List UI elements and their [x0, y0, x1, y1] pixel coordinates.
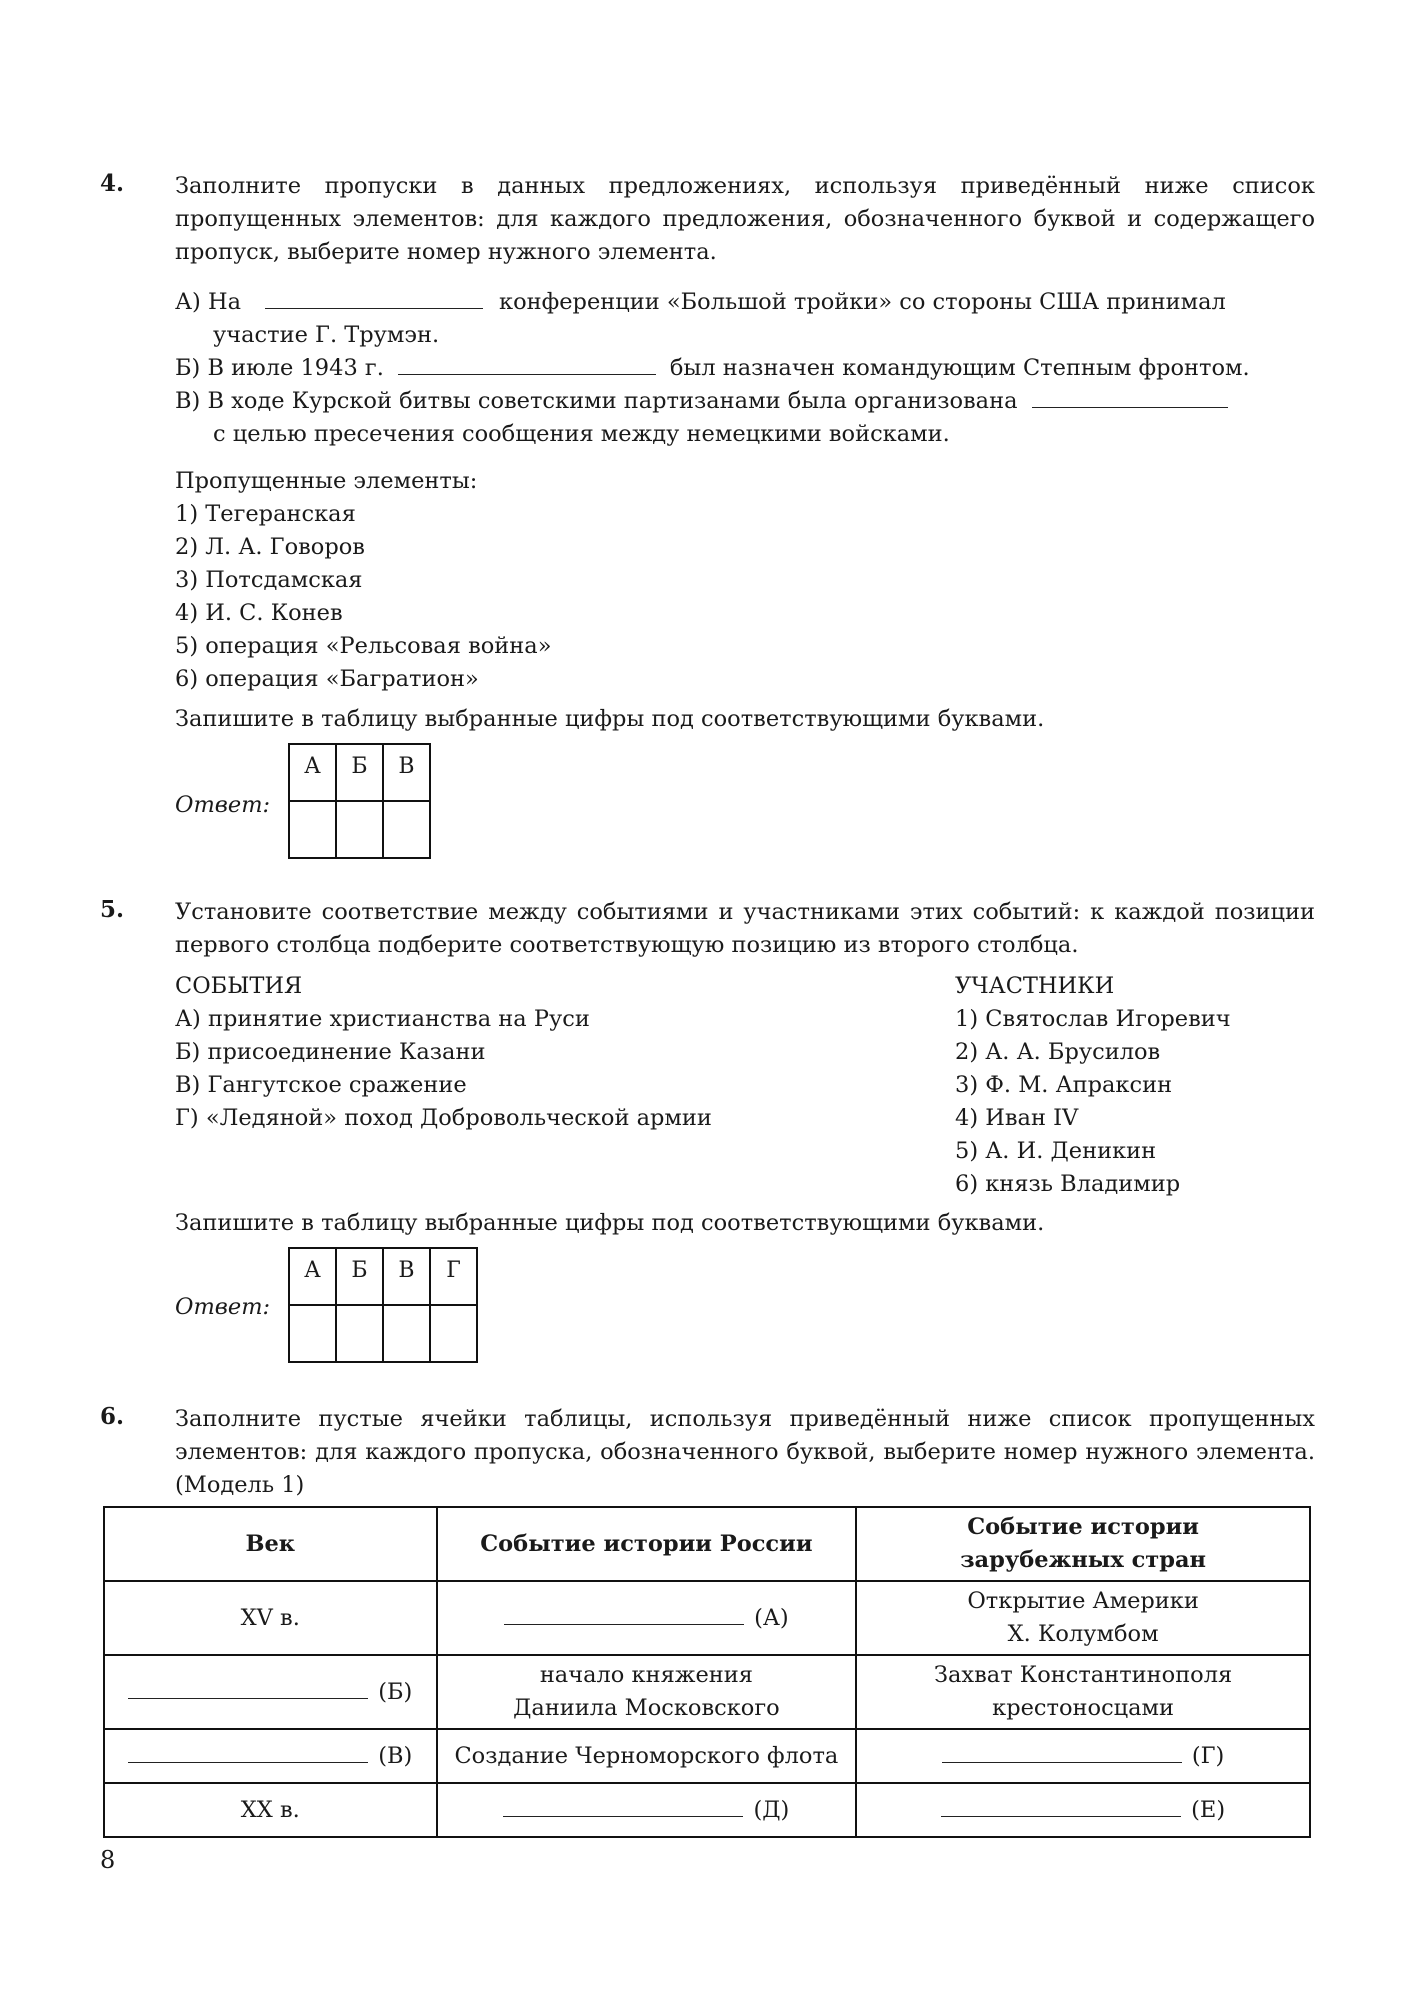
page-number: 8 [100, 1846, 116, 1874]
q4-c-continuation: с целью пресечения сообщения между немецкими войсками. [213, 421, 950, 447]
q4-a-prefix: А) На [175, 289, 242, 315]
q4-answer-letter: А [289, 744, 336, 801]
q6-cell-blank[interactable] [856, 1783, 1310, 1837]
q6-text-line: Захват Константинополя [933, 1662, 1233, 1688]
question-6-number: 6. [100, 1403, 125, 1430]
q5-participants-title: УЧАСТНИКИ [955, 973, 1115, 999]
q5-answer-cell[interactable] [289, 1305, 336, 1362]
q6-mark: (В) [378, 1742, 413, 1769]
q6-blank-line [503, 1815, 743, 1817]
q6-cell [437, 1655, 857, 1729]
q5-participant: 1) Святослав Игоревич [955, 1006, 1231, 1032]
q4-c-blank [1032, 406, 1228, 408]
q6-blank-line [128, 1697, 368, 1699]
q6-text-line: Открытие Америки [967, 1588, 1199, 1614]
question-6-intro: Заполните пустые ячейки таблицы, используя приведённый ниже список пропущенных элементов: для каждого пропуска, обозначенного буквой, выберите номер нужного элемента. (Модель 1) [175, 1406, 1315, 1498]
q5-answer-letter: В [383, 1248, 430, 1305]
q6-cell: XV в. [104, 1581, 437, 1655]
q4-answer-letter: В [383, 744, 430, 801]
q4-a-blank [265, 307, 483, 309]
q6-header-russia: Событие истории России [437, 1507, 857, 1581]
q4-a-text: конференции «Большой тройки» со стороны США принимал [499, 289, 1226, 315]
q4-sentence-a [175, 286, 1226, 319]
q4-sentence-c [175, 385, 1234, 418]
q6-cell-blank[interactable] [856, 1729, 1310, 1783]
q6-mark: (Г) [1191, 1742, 1225, 1769]
q6-cell: Создание Черноморского флота [437, 1729, 857, 1783]
q5-events-title: СОБЫТИЯ [175, 973, 303, 999]
q4-a-continuation: участие Г. Трумэн. [213, 322, 440, 348]
q5-instruction: Запишите в таблицу выбранные цифры под соответствующими буквами. [175, 1210, 1045, 1236]
q5-participant: 4) Иван IV [955, 1105, 1079, 1131]
q4-sentence-b [175, 352, 1250, 385]
q6-table [103, 1506, 1311, 1838]
q6-cell [856, 1581, 1310, 1655]
q4-answer-label: Ответ: [175, 792, 271, 818]
q4-item: 2) Л. А. Говоров [175, 534, 365, 560]
q5-participant: 6) князь Владимир [955, 1171, 1181, 1197]
q5-answer-letter: Г [430, 1248, 477, 1305]
table-row [104, 1729, 1310, 1783]
q5-participant: 2) А. А. Брусилов [955, 1039, 1161, 1065]
table-row [104, 1581, 1310, 1655]
q6-header-century: Век [104, 1507, 437, 1581]
q5-answer-cell[interactable] [336, 1305, 383, 1362]
question-5-intro: Установите соответствие между событиями и участниками этих событий: к каждой позиции первого столбца подберите соответствующую позицию из второго столбца. [175, 899, 1315, 958]
q6-text-line: Даниила Московского [513, 1695, 780, 1721]
table-row [104, 1783, 1310, 1837]
q6-blank-line [941, 1815, 1181, 1817]
q5-answer-table [288, 1247, 478, 1363]
q4-answer-letter: Б [336, 744, 383, 801]
q4-item: 3) Потсдамская [175, 567, 363, 593]
q6-text-line: Х. Колумбом [1007, 1621, 1159, 1647]
table-row [104, 1655, 1310, 1729]
q6-cell-blank[interactable] [437, 1581, 857, 1655]
q4-c-text: В) В ходе Курской битвы советскими партизанами была организована [175, 388, 1018, 414]
q5-answer-cell[interactable] [383, 1305, 430, 1362]
q5-event: Б) присоединение Казани [175, 1039, 486, 1065]
q5-event: В) Гангутское сражение [175, 1072, 467, 1098]
q6-text-line: начало княжения [539, 1662, 753, 1688]
q6-text-line: крестоносцами [992, 1695, 1175, 1721]
q6-cell-blank[interactable] [437, 1783, 857, 1837]
q6-mark: (Б) [378, 1678, 413, 1705]
q4-b-prefix: Б) В июле 1943 г. [175, 355, 384, 381]
q6-header-foreign: Событие истории зарубежных стран [856, 1507, 1310, 1581]
q5-participant: 3) Ф. М. Апраксин [955, 1072, 1173, 1098]
q6-cell [856, 1655, 1310, 1729]
q5-answer-label: Ответ: [175, 1294, 271, 1320]
q5-participant: 5) А. И. Деникин [955, 1138, 1157, 1164]
q4-item: 4) И. С. Конев [175, 600, 343, 626]
q6-cell-blank[interactable] [104, 1729, 437, 1783]
q6-blank-line [128, 1761, 368, 1763]
q5-event: А) принятие христианства на Руси [175, 1006, 590, 1032]
q5-answer-letter: Б [336, 1248, 383, 1305]
q4-answer-cell[interactable] [289, 801, 336, 858]
question-4-number: 4. [100, 170, 125, 197]
q6-blank-line [504, 1623, 744, 1625]
q5-event: Г) «Ледяной» поход Добровольческой армии [175, 1105, 712, 1131]
q4-answer-table [288, 743, 431, 859]
q4-instruction: Запишите в таблицу выбранные цифры под соответствующими буквами. [175, 706, 1045, 732]
q4-item: 1) Тегеранская [175, 501, 356, 527]
q6-blank-line [942, 1761, 1182, 1763]
q4-item: 6) операция «Багратион» [175, 666, 479, 692]
q6-mark: (А) [754, 1604, 789, 1631]
q6-cell-blank[interactable] [104, 1655, 437, 1729]
q4-b-blank [398, 373, 656, 375]
question-4-intro: Заполните пропуски в данных предложениях, используя приведённый ниже список пропущенных элементов: для каждого предложения, обозначенного буквой и содержащего пропуск, выберите номер нужного элемента. [175, 173, 1315, 265]
q6-mark: (Д) [753, 1796, 790, 1823]
q4-answer-cell[interactable] [336, 801, 383, 858]
q4-b-text: был назначен командующим Степным фронтом. [669, 355, 1250, 381]
q5-answer-letter: А [289, 1248, 336, 1305]
q4-answer-cell[interactable] [383, 801, 430, 858]
q5-answer-cell[interactable] [430, 1305, 477, 1362]
question-5-number: 5. [100, 896, 125, 923]
q6-mark: (Е) [1191, 1796, 1226, 1823]
q6-cell: XX в. [104, 1783, 437, 1837]
q4-missing-title: Пропущенные элементы: [175, 468, 478, 494]
q4-item: 5) операция «Рельсовая война» [175, 633, 552, 659]
